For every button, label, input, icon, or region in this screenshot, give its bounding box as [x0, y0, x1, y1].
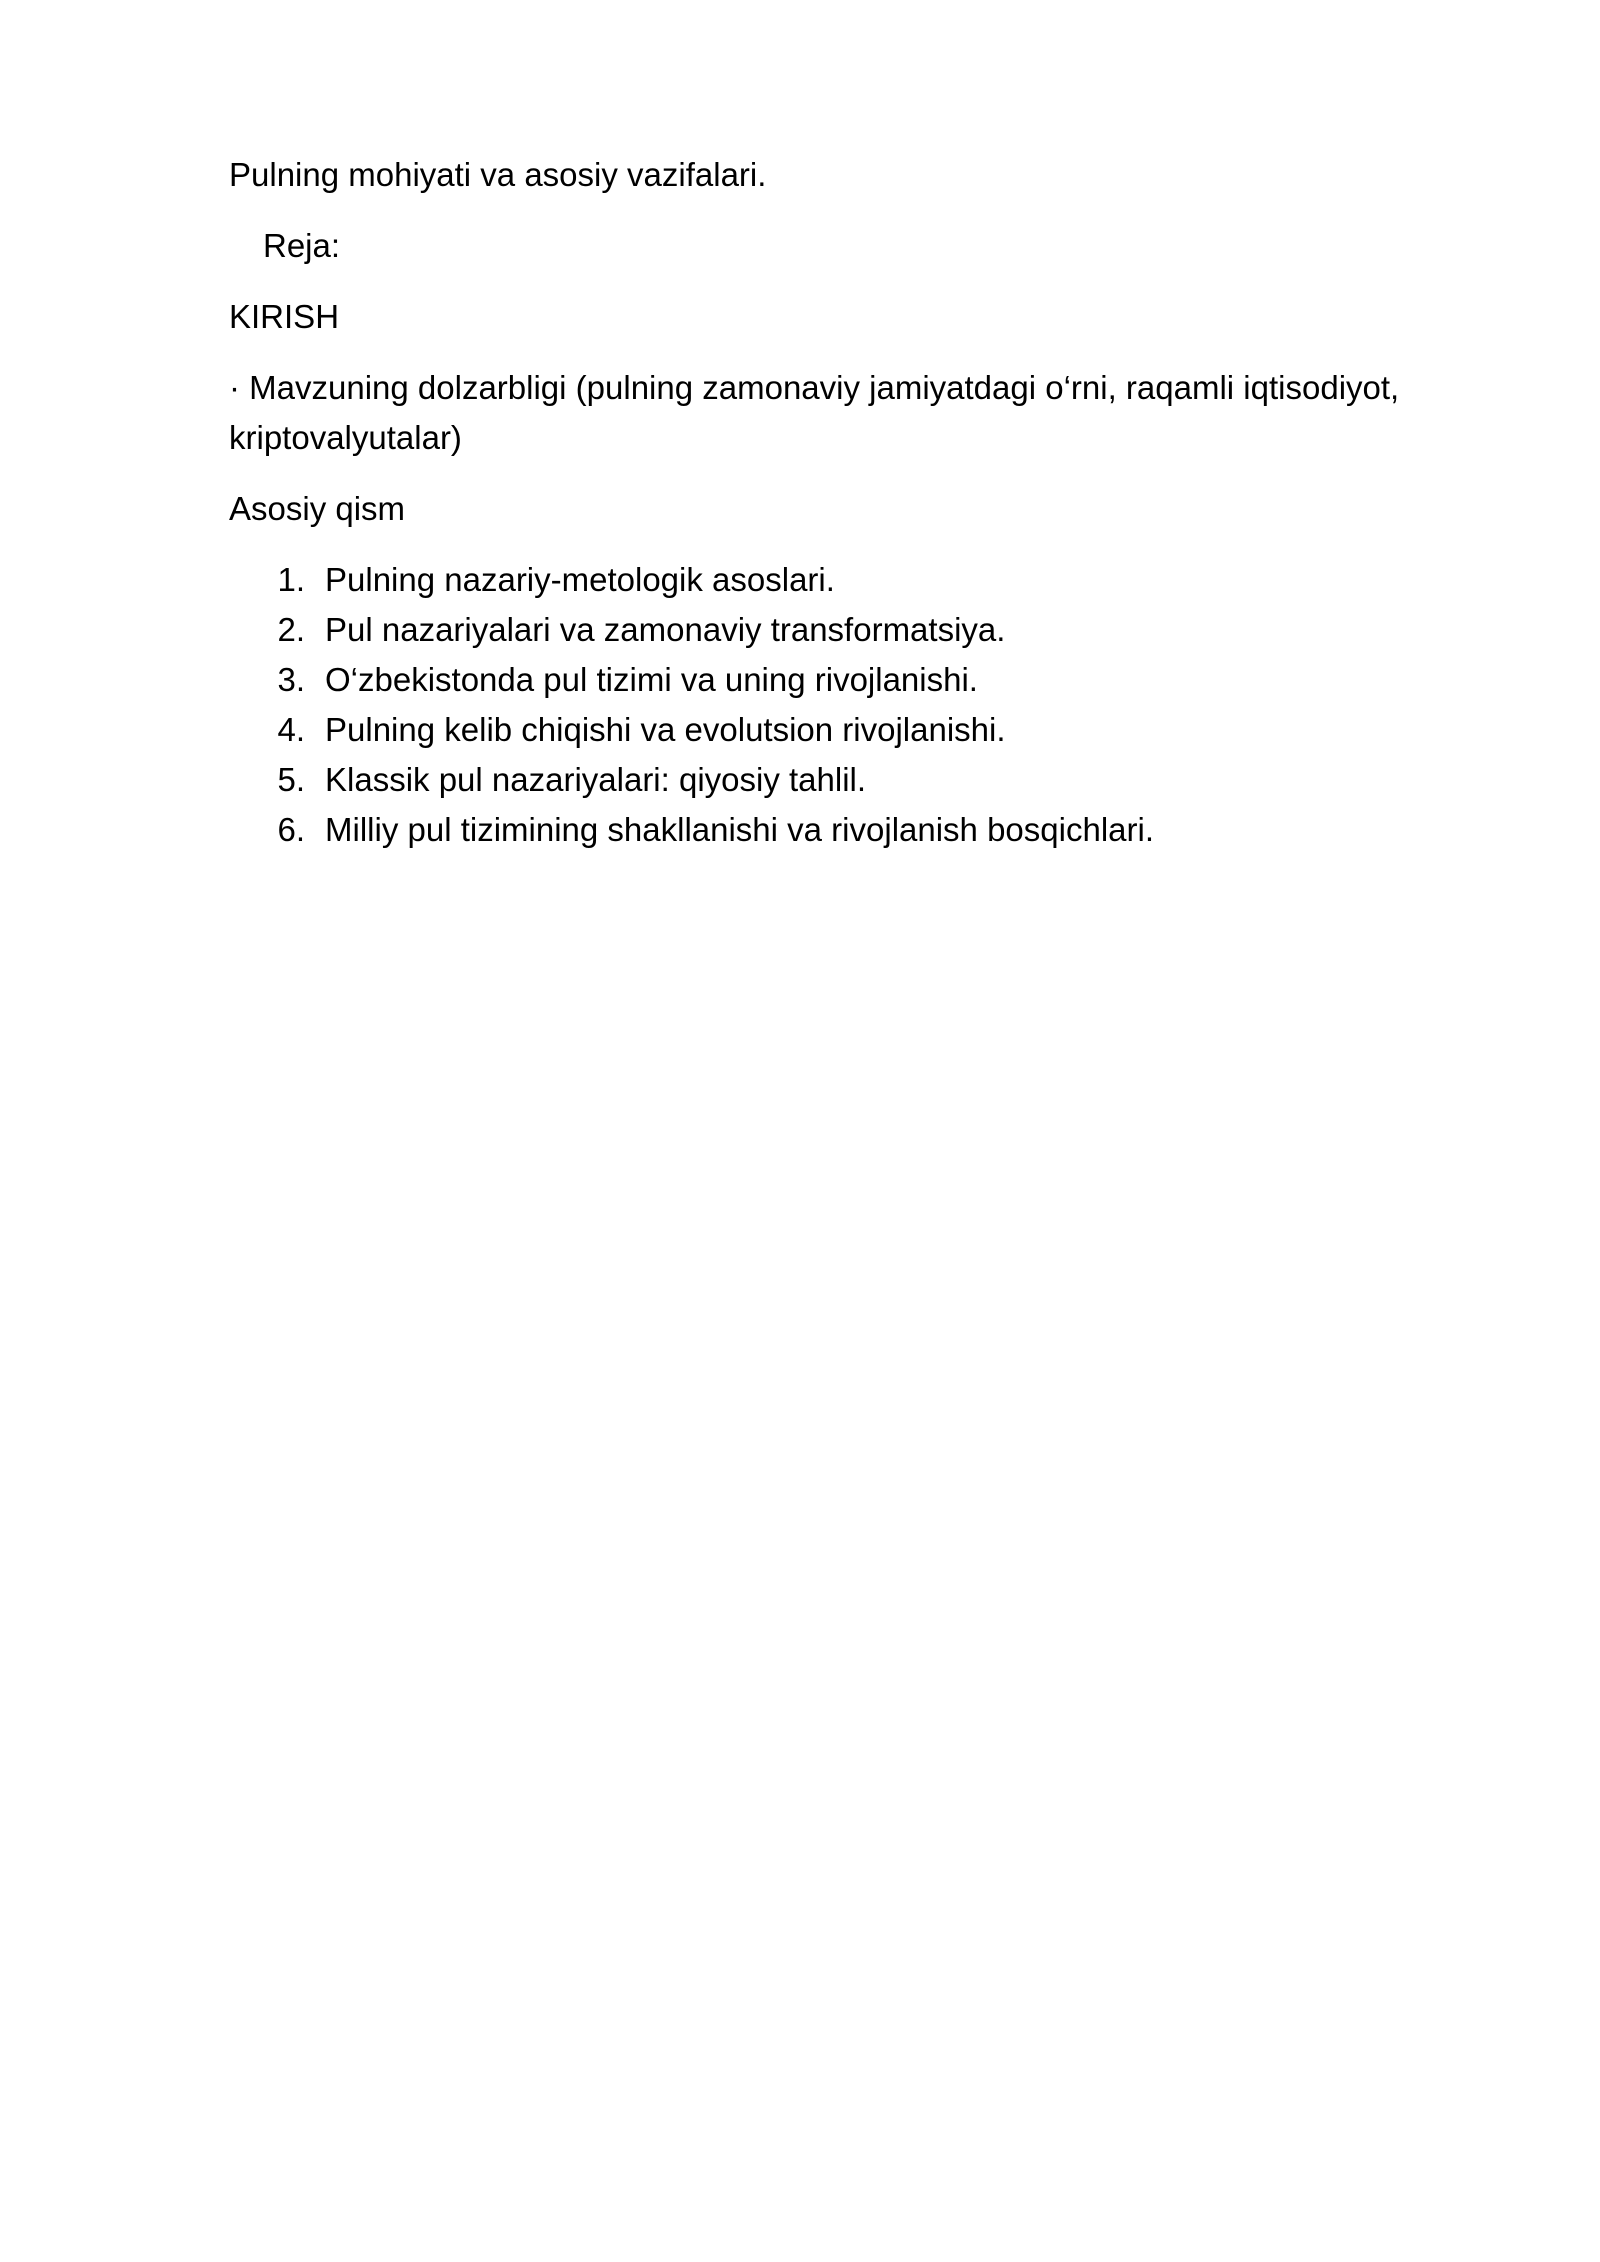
- intro-point: · Mavzuning dolzarbligi (pulning zamonaviy jamiyatdagi o‘rni, raqamli iqtisodiyot, kriptovalyutalar): [229, 369, 1409, 456]
- main-heading: Asosiy qism: [229, 490, 406, 527]
- document-title: Pulning mohiyati va asosiy vazifalari.: [229, 156, 767, 193]
- list-item: [229, 705, 1479, 755]
- list-item-number: 5.: [277, 761, 305, 798]
- list-item-text: O‘zbekistonda pul tizimi va uning rivojlanishi.: [325, 661, 978, 698]
- list-item-text: Pulning nazariy-metologik asoslari.: [325, 561, 835, 598]
- plan-label: Reja:: [263, 227, 341, 264]
- list-item: [229, 555, 1479, 605]
- list-item: [229, 805, 1479, 855]
- list-item: [229, 605, 1479, 655]
- intro-heading: KIRISH: [229, 298, 340, 335]
- main-items-list: [229, 555, 1479, 855]
- list-item-text: Milliy pul tizimining shakllanishi va rivojlanish bosqichlari.: [325, 811, 1154, 848]
- list-item: [229, 655, 1479, 705]
- list-item: [229, 755, 1479, 805]
- list-item-number: 6.: [277, 811, 305, 848]
- list-item-text: Klassik pul nazariyalari: qiyosiy tahlil.: [325, 761, 867, 798]
- document-body: [229, 150, 1479, 855]
- list-item-text: Pul nazariyalari va zamonaviy transformatsiya.: [325, 611, 1006, 648]
- list-item-number: 4.: [277, 711, 305, 748]
- list-item-number: 3.: [277, 661, 305, 698]
- list-item-text: Pulning kelib chiqishi va evolutsion rivojlanishi.: [325, 711, 1006, 748]
- list-item-number: 1.: [277, 561, 305, 598]
- list-item-number: 2.: [277, 611, 305, 648]
